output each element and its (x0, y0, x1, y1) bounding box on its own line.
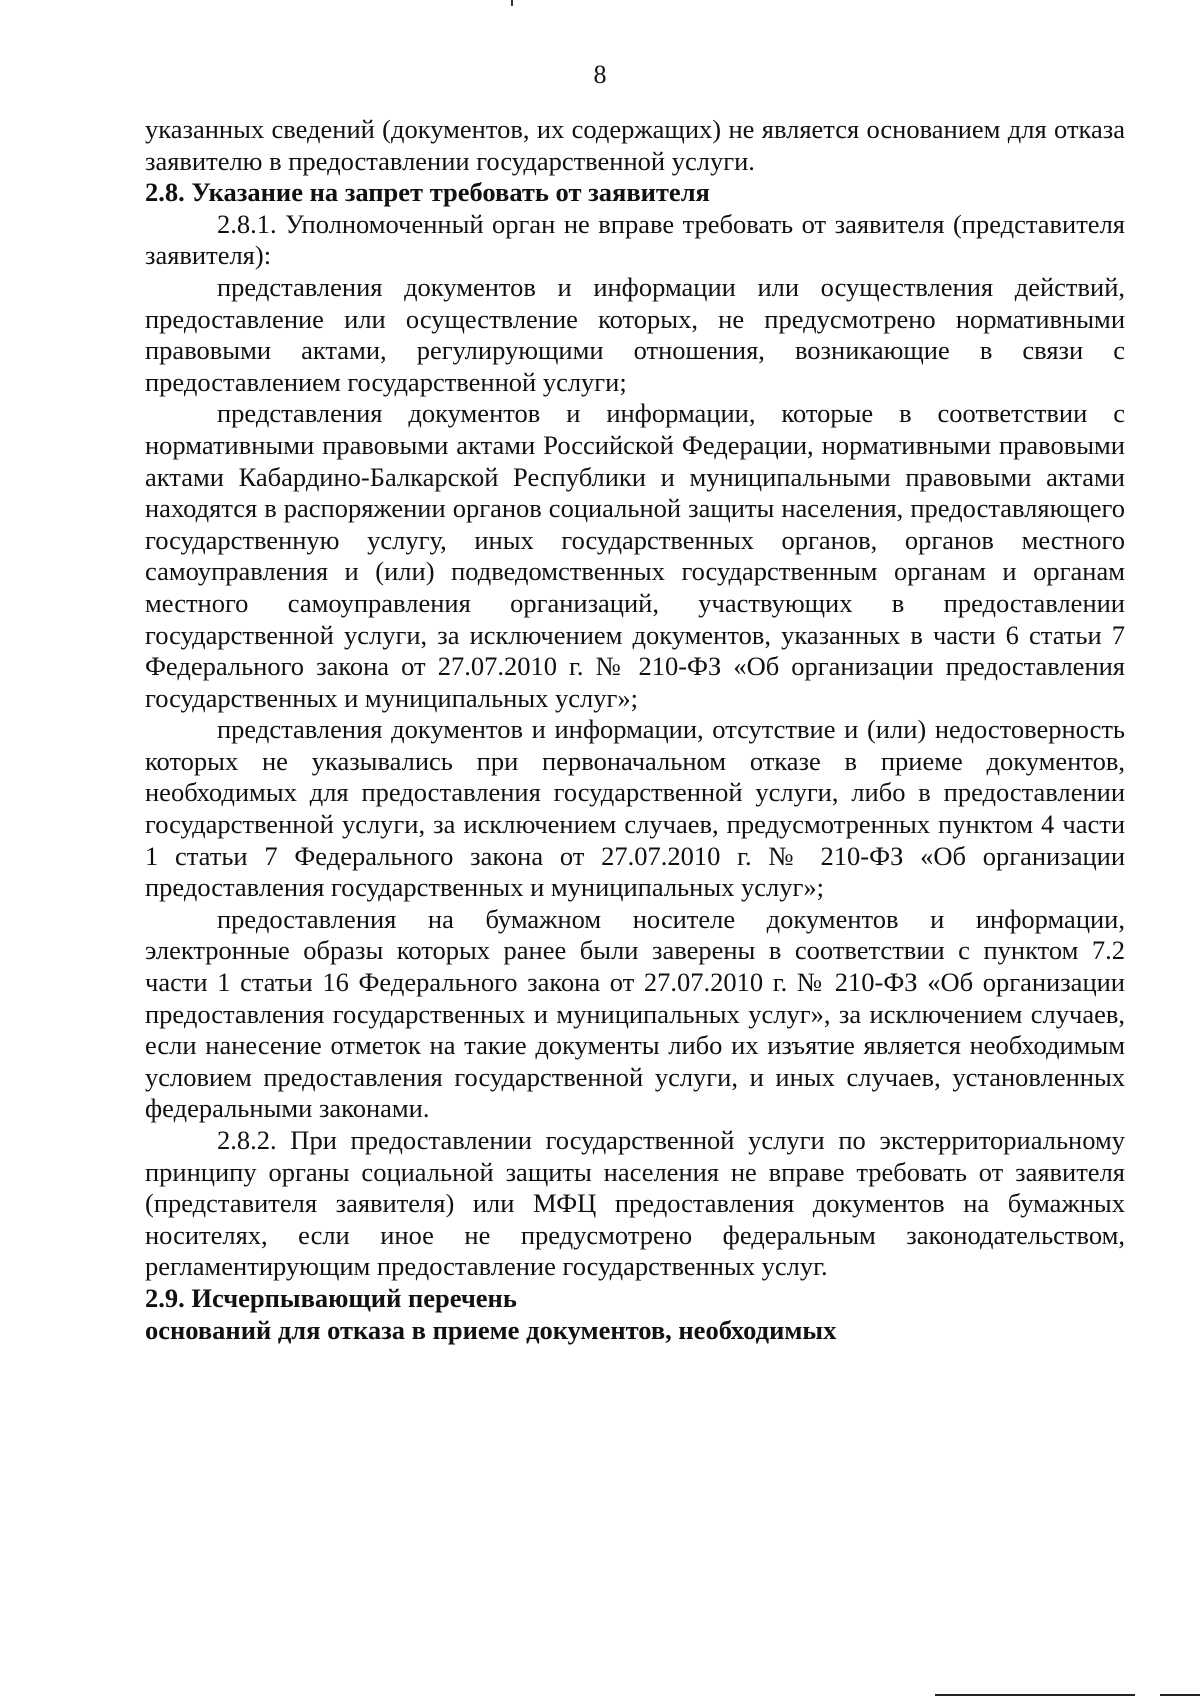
paragraph-continuation: указанных сведений (документов, их содержащих) не является основанием для отказа заявителю в предоставлении государственной услуги. (145, 114, 1125, 176)
scan-mark (511, 0, 513, 6)
document-body (145, 114, 1125, 1346)
footer-rule (935, 1694, 1135, 1696)
paragraph-item-2: представления документов и информации, которые в соответствии с нормативными правовыми актами Российской Федерации, нормативными правовыми актами Кабардино-Балкарской Республики и муниципальными правовыми актами находятся в распоряжении органов социальной защиты населения, предоставляющего государственную услугу, иных государственных органов, органов местного самоуправления и (или) подведомственных государственным органам и органам местного самоуправления организаций, участвующих в предоставлении государственной услуги, за исключением документов, указанных в части 6 статьи 7 Федерального закона от 27.07.2010 г. № 210-ФЗ «Об организации предоставления государственных и муниципальных услуг»; (145, 398, 1125, 713)
section-heading-2-9 (145, 1283, 1125, 1346)
footer-rule-short (1160, 1694, 1200, 1696)
section-heading-2-8: 2.8. Указание на запрет требовать от заявителя (145, 177, 710, 208)
paragraph-item-1: представления документов и информации или осуществления действий, предоставление или осуществление которых, не предусмотрено нормативными правовыми актами, регулирующими отношения, возникающие в связи с предоставлением государственной услуги; (145, 271, 1125, 397)
paragraph-item-3: представления документов и информации, отсутствие и (или) недостоверность которых не указывались при первоначальном отказе в приеме документов, необходимых для предоставления государственной услуги, либо в предоставлении государственной услуги, за исключением случаев, предусмотренных пунктом 4 части 1 статьи 7 Федерального закона от 27.07.2010 г. № 210-ФЗ «Об организации предоставления государственных и муниципальных услуг»; (145, 714, 1125, 903)
section-heading-2-9-line-1: 2.9. Исчерпывающий перечень (145, 1282, 517, 1313)
paragraph-item-4: предоставления на бумажном носителе документов и информации, электронные образы которых ранее были заверены в соответствии с пунктом 7.2 части 1 статьи 16 Федерального закона от 27.07.2010 г. № 210-ФЗ «Об организации предоставления государственных и муниципальных услуг», за исключением случаев, если нанесение отметок на такие документы либо их изъятие является необходимым условием предоставления государственной услуги, и иных случаев, установленных федеральными законами. (145, 903, 1125, 1124)
section-heading-2-9-line-2: оснований для отказа в приеме документов, необходимых (145, 1314, 837, 1345)
paragraph-2-8-2: 2.8.2. При предоставлении государственной услуги по экстерриториальному принципу органы социальной защиты населения не вправе требовать от заявителя (представителя заявителя) или МФЦ предоставления документов на бумажных носителях, если иное не предусмотрено федеральным законодательством, регламентирующим предоставление государственных услуг. (145, 1125, 1125, 1282)
page-number: 8 (593, 60, 607, 89)
paragraph-2-8-1: 2.8.1. Уполномоченный орган не вправе требовать от заявителя (представителя заявителя): (145, 208, 1125, 271)
